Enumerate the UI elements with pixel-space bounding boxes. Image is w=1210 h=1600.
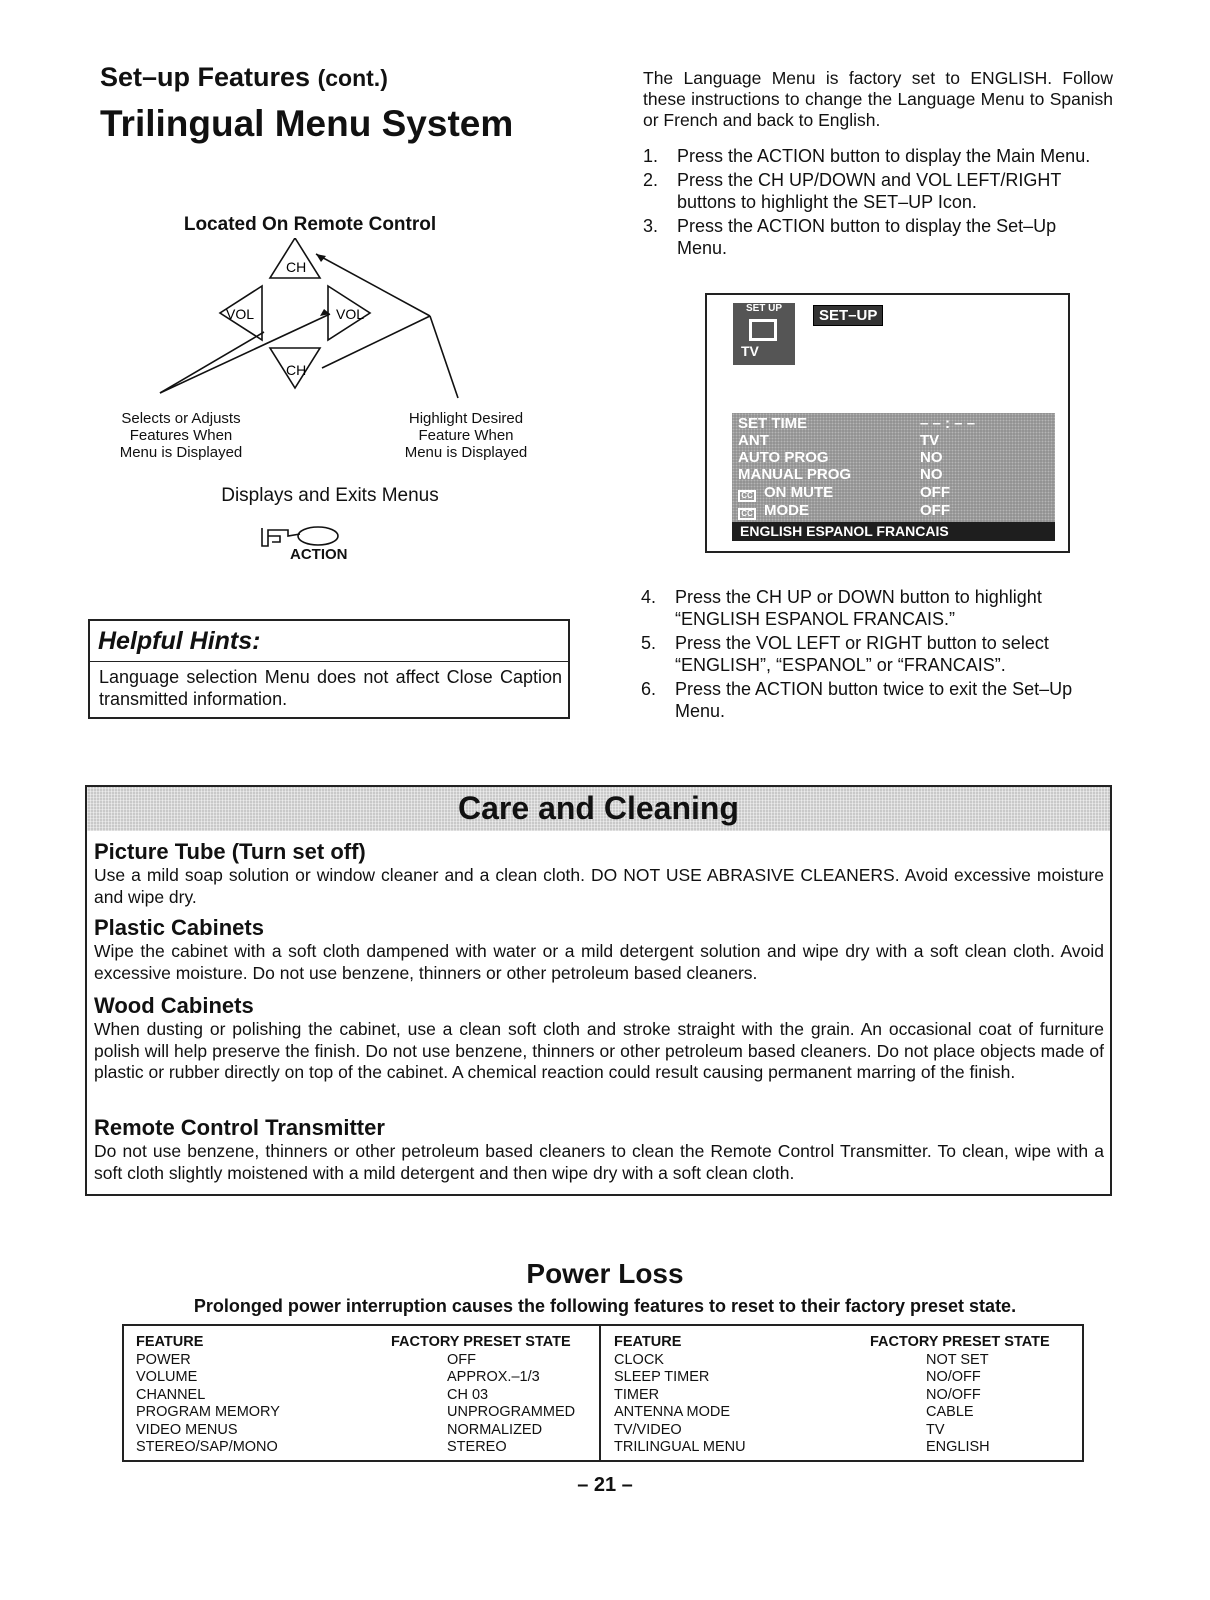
right-feature-column: FEATURE CLOCK SLEEP TIMER TIMER ANTENNA MODE TV/VIDEO TRILINGUAL MENU <box>614 1334 746 1455</box>
menu-row-ant: ANT TV <box>738 432 940 449</box>
action-label: ACTION <box>290 546 348 563</box>
setup-badge: SET–UP <box>813 305 883 326</box>
setup-menu-screen <box>705 293 1070 553</box>
step-item: 2. Press the CH UP/DOWN and VOL LEFT/RIGHT buttons to highlight the SET–UP Icon. <box>643 170 1062 212</box>
care-title: Care and Cleaning <box>458 790 739 826</box>
subtitle-cont: (cont.) <box>317 65 388 91</box>
intro-paragraph: The Language Menu is factory set to ENGLISH. Follow these instructions to change the Language Menu to Spanish or French and back to English. <box>643 68 1113 130</box>
right-state-column: NOT SET NO/OFF NO/OFF CABLE TV ENGLISH <box>926 1351 990 1455</box>
left-state-column: OFF APPROX.–1/3 CH 03 UNPROGRAMMED NORMALIZED STEREO <box>447 1351 576 1455</box>
left-feature-column: FEATURE POWER VOLUME CHANNEL PROGRAM MEMORY VIDEO MENUS STEREO/SAP/MONO <box>136 1334 280 1455</box>
vol-right-label: VOL <box>336 306 365 322</box>
vol-left-label: VOL <box>226 306 255 322</box>
left-state-header: FACTORY PRESET STATE <box>391 1334 571 1350</box>
hints-body: Language selection Menu does not affect Close Caption transmitted information. <box>99 667 562 709</box>
power-loss-title: Power Loss <box>526 1258 684 1289</box>
caption-highlight: Highlight Desired Feature When Menu is Displayed <box>404 410 528 461</box>
remote-diagram <box>140 238 460 403</box>
page-title: Trilingual Menu System <box>100 103 514 144</box>
step-item: 3. Press the ACTION button to display the Set–Up Menu. <box>643 216 1057 258</box>
remote-located-label: Located On Remote Control <box>183 214 437 235</box>
section-subtitle: Set–up Features (cont.) <box>100 62 388 92</box>
power-loss-subtitle: Prolonged power interruption causes the following features to reset to their factory preset state. <box>193 1296 1017 1316</box>
care-section-remote: Remote Control Transmitter Do not use benzene, thinners or other petroleum based cleaners to clean the Remote Control Transmitter. To clean, wipe with a soft cloth slightly moistened with a mild detergent and then wipe dry with a soft clean cloth. <box>94 1115 1104 1183</box>
right-state-header: FACTORY PRESET STATE <box>870 1334 1050 1350</box>
steps-list-b <box>641 586 1106 724</box>
care-section-picture-tube: Picture Tube (Turn set off) Use a mild soap solution or window cleaner and a clean cloth. DO NOT USE ABRASIVE CLEANERS. Avoid excessive moisture and wipe dry. <box>94 839 1104 907</box>
power-loss-table <box>122 1324 1084 1462</box>
care-section-wood: Wood Cabinets When dusting or polishing the cabinet, use a clean soft cloth and stroke straight with the grain. An occasional coat of furniture polish will help preserve the finish. Do not use benzene, thinners or other petroleum based cleaners. Do not place objects made of plastic or rubber directly on top of the cabinet. A chemical reaction could result causing permanent marring of the finish. <box>94 993 1104 1082</box>
step-item: 1. Press the ACTION button to display the Main Menu. <box>643 146 1091 166</box>
ch-up-label: CH <box>286 259 307 275</box>
setup-menu-list <box>732 413 1055 541</box>
step-item: 4. Press the CH UP or DOWN button to highlight “ENGLISH ESPANOL FRANCAIS.” <box>641 587 1042 629</box>
menu-row-auto-prog: AUTO PROG NO <box>738 449 943 466</box>
caption-selects: Selects or Adjusts Features When Menu is Displayed <box>119 410 243 461</box>
menu-row-mode: CC MODE OFF <box>738 502 1048 519</box>
page-number: – 21 – <box>577 1474 633 1496</box>
displays-exits-label: Displays and Exits Menus <box>221 485 439 506</box>
care-cleaning-box <box>85 785 1112 1196</box>
step-item: 6. Press the ACTION button twice to exit the Set–Up Menu. <box>641 679 1073 721</box>
menu-row-set-time: SET TIME – – : – – <box>738 415 976 432</box>
hints-title: Helpful Hints: <box>98 627 261 655</box>
language-bar: ENGLISH ESPANOL FRANCAIS <box>732 522 1055 541</box>
helpful-hints-box <box>88 619 570 719</box>
ch-down-label: CH <box>286 362 307 378</box>
menu-row-manual-prog: MANUAL PROG NO <box>738 466 943 483</box>
menu-row-on-mute: CC ON MUTE OFF <box>738 484 1048 501</box>
step-item: 5. Press the VOL LEFT or RIGHT button to select “ENGLISH”, “ESPANOL” or “FRANCAIS”. <box>641 633 1049 675</box>
cc-icon: CC <box>738 508 756 520</box>
setup-tv-icon: SET UP TV <box>733 303 795 365</box>
steps-list-a <box>643 145 1108 261</box>
care-section-plastic: Plastic Cabinets Wipe the cabinet with a soft cloth dampened with water or a mild detergent solution and wipe dry with a soft clean cloth. Avoid excessive moisture. Do not use benzene, thinners or other petroleum based cleaners. <box>94 915 1104 983</box>
cc-icon: CC <box>738 490 756 502</box>
